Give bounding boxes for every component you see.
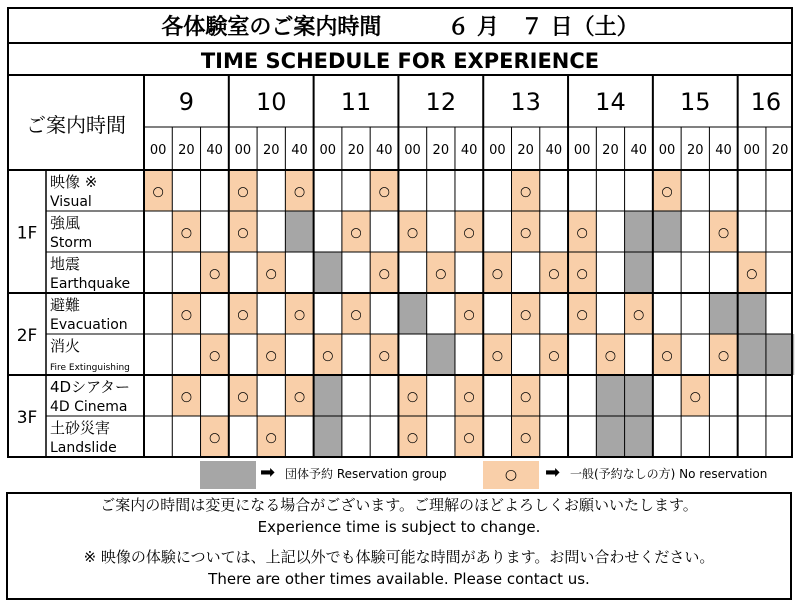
floor-label: 3F: [16, 408, 38, 428]
group-reservation-slot: [625, 416, 653, 457]
circle-mark-icon: ○: [491, 266, 504, 282]
circle-mark-icon: ○: [265, 266, 277, 282]
minute-label: 40: [291, 143, 308, 158]
room-name-en: Earthquake: [50, 276, 131, 292]
hour-label: 10: [255, 88, 287, 116]
minute-label: 20: [686, 143, 704, 158]
minute-label: 20: [262, 143, 280, 158]
group-reservation-slot: [427, 334, 455, 375]
corner-label: ご案内時間: [26, 113, 126, 137]
group-reservation-slot: [314, 375, 342, 416]
circle-mark-icon: ○: [293, 389, 306, 405]
group-reservation-slot: [738, 334, 766, 375]
circle-mark-icon: ○: [548, 348, 560, 364]
circle-mark-icon: ○: [463, 225, 475, 241]
minute-label: 40: [545, 143, 563, 158]
group-reservation-slot: [596, 375, 624, 416]
room-name-en: Storm: [50, 235, 93, 251]
circle-mark-icon: ○: [180, 389, 193, 405]
minute-label: 20: [771, 143, 789, 158]
minute-label: 40: [460, 143, 478, 158]
circle-mark-icon: ○: [209, 430, 221, 446]
floor-label: 2F: [16, 326, 38, 346]
legend-group-label: 団体予約 Reservation group: [285, 467, 447, 481]
room-name-jp: 消火: [50, 337, 81, 355]
circle-mark-icon: ○: [322, 348, 334, 364]
circle-mark-icon: ○: [237, 225, 249, 241]
circle-mark-icon: ○: [661, 348, 673, 364]
legend: [0, 455, 800, 495]
circle-mark-icon: ○: [519, 389, 532, 405]
notes-box: [6, 492, 792, 600]
group-reservation-slot: [653, 211, 681, 252]
group-reservation-slot: [285, 211, 313, 252]
circle-mark-icon: ○: [661, 184, 673, 200]
hour-label: 15: [679, 88, 711, 116]
minute-label: 40: [376, 143, 393, 158]
group-reservation-slot: [625, 211, 653, 252]
circle-mark-icon: ○: [604, 348, 617, 364]
circle-mark-icon: ○: [463, 430, 475, 446]
note-change-en: Experience time is subject to change.: [257, 518, 541, 536]
circle-mark-icon: ○: [293, 184, 306, 200]
minute-label: 40: [715, 143, 732, 158]
minute-label: 00: [319, 143, 337, 158]
circle-mark-icon: ○: [576, 266, 588, 282]
room-name-jp: 土砂災害: [50, 419, 111, 437]
room-name-en: Visual: [50, 194, 92, 210]
circle-mark-icon: ○: [633, 307, 645, 323]
room-name-en: Fire Extinguishing: [50, 363, 130, 373]
circle-mark-icon: ○: [576, 225, 588, 241]
circle-mark-icon: ○: [406, 225, 419, 241]
minute-label: 00: [743, 143, 761, 158]
minute-label: 00: [404, 143, 421, 158]
group-reservation-slot: [625, 252, 653, 293]
minute-label: 00: [658, 143, 676, 158]
room-name-en: Landslide: [50, 440, 117, 456]
group-reservation-slot: [314, 416, 342, 457]
group-reservation-slot: [766, 334, 794, 375]
hour-label: 14: [595, 88, 626, 116]
note-visual-en: There are other times available. Please contact us.: [208, 570, 590, 588]
hour-label: 9: [178, 88, 195, 116]
minute-label: 20: [432, 143, 450, 158]
floor-label: 1F: [16, 223, 38, 244]
circle-mark-icon: ○: [463, 307, 475, 323]
circle-mark-icon: ○: [519, 184, 532, 200]
circle-mark-icon: ○: [491, 348, 504, 364]
legend-arrow-icon: ➡: [545, 462, 561, 483]
circle-mark-icon: ○: [293, 307, 306, 323]
minute-label: 20: [602, 143, 619, 158]
circle-mark-icon: ○: [406, 430, 419, 446]
minute-label: 40: [630, 143, 647, 158]
circle-mark-icon: ○: [689, 389, 701, 405]
note-change-jp: ご案内の時間は変更になる場合がございます。ご理解のほどよろしくお願いいたします。: [100, 496, 698, 514]
room-name-en: Evacuation: [50, 317, 128, 333]
hour-label: 16: [750, 88, 782, 116]
group-reservation-slot: [596, 416, 624, 457]
group-reservation-slot: [398, 293, 426, 334]
circle-mark-icon: ○: [237, 307, 249, 323]
circle-mark-icon: ○: [717, 348, 730, 364]
group-reservation-slot: [738, 293, 766, 334]
circle-mark-icon: ○: [717, 225, 730, 241]
circle-mark-icon: ○: [435, 266, 447, 282]
minute-label: 00: [489, 143, 506, 158]
hour-label: 11: [340, 88, 372, 116]
group-reservation-slot: [314, 252, 342, 293]
page-title: 各体験室のご案内時間 ６ 月 ７ 日（土）: [161, 15, 639, 40]
circle-mark-icon: ○: [406, 389, 419, 405]
minute-label: 20: [178, 143, 195, 158]
circle-mark-icon: ○: [265, 348, 277, 364]
minute-label: 40: [206, 143, 223, 158]
circle-mark-icon: ○: [350, 307, 362, 323]
group-reservation-slot: [625, 375, 653, 416]
legend-public-label: 一般(予約なしの方) No reservation: [570, 467, 768, 481]
circle-mark-icon: ○: [209, 348, 221, 364]
circle-mark-icon: ○: [237, 389, 249, 405]
note-visual-jp: ※ 映像の体験については、上記以外でも体験可能な時間があります。お問い合わせください。: [83, 548, 715, 566]
minute-label: 00: [234, 143, 252, 158]
minute-label: 20: [517, 143, 534, 158]
room-name-jp: 4Dシアター: [50, 378, 131, 396]
room-name-en: 4D Cinema: [50, 399, 128, 415]
circle-mark-icon: ○: [576, 307, 588, 323]
circle-mark-icon: ○: [209, 266, 221, 282]
minute-label: 20: [347, 143, 365, 158]
circle-mark-icon: ○: [519, 430, 532, 446]
minute-label: 00: [149, 143, 167, 158]
circle-mark-icon: ○: [746, 266, 758, 282]
page-subtitle: TIME SCHEDULE FOR EXPERIENCE: [200, 49, 600, 73]
circle-mark-icon: ○: [237, 184, 249, 200]
circle-mark-icon: ○: [180, 225, 193, 241]
room-name-jp: 地震: [50, 255, 81, 273]
group-reservation-slot: [709, 293, 737, 334]
circle-mark-icon: ○: [350, 225, 362, 241]
room-name-jp: 避難: [50, 296, 81, 314]
room-name-jp: 映像 ※: [50, 173, 98, 191]
minute-label: 00: [573, 143, 591, 158]
circle-mark-icon: ○: [180, 307, 193, 323]
circle-mark-icon: ○: [519, 225, 532, 241]
circle-mark-icon: ○: [519, 307, 532, 323]
circle-mark-icon: ○: [463, 389, 475, 405]
circle-mark-icon: ○: [152, 184, 164, 200]
circle-mark-icon: ○: [378, 266, 390, 282]
hour-label: 12: [425, 88, 457, 116]
circle-mark-icon: ○: [548, 266, 560, 282]
legend-arrow-icon: ➡: [260, 462, 276, 483]
circle-mark-icon: ○: [504, 467, 518, 483]
legend-group-swatch: [200, 461, 256, 489]
legend-public-swatch: [483, 461, 539, 489]
circle-mark-icon: ○: [378, 184, 390, 200]
hour-label: 13: [510, 88, 541, 116]
circle-mark-icon: ○: [378, 348, 390, 364]
circle-mark-icon: ○: [265, 430, 277, 446]
room-name-jp: 強風: [50, 214, 81, 232]
